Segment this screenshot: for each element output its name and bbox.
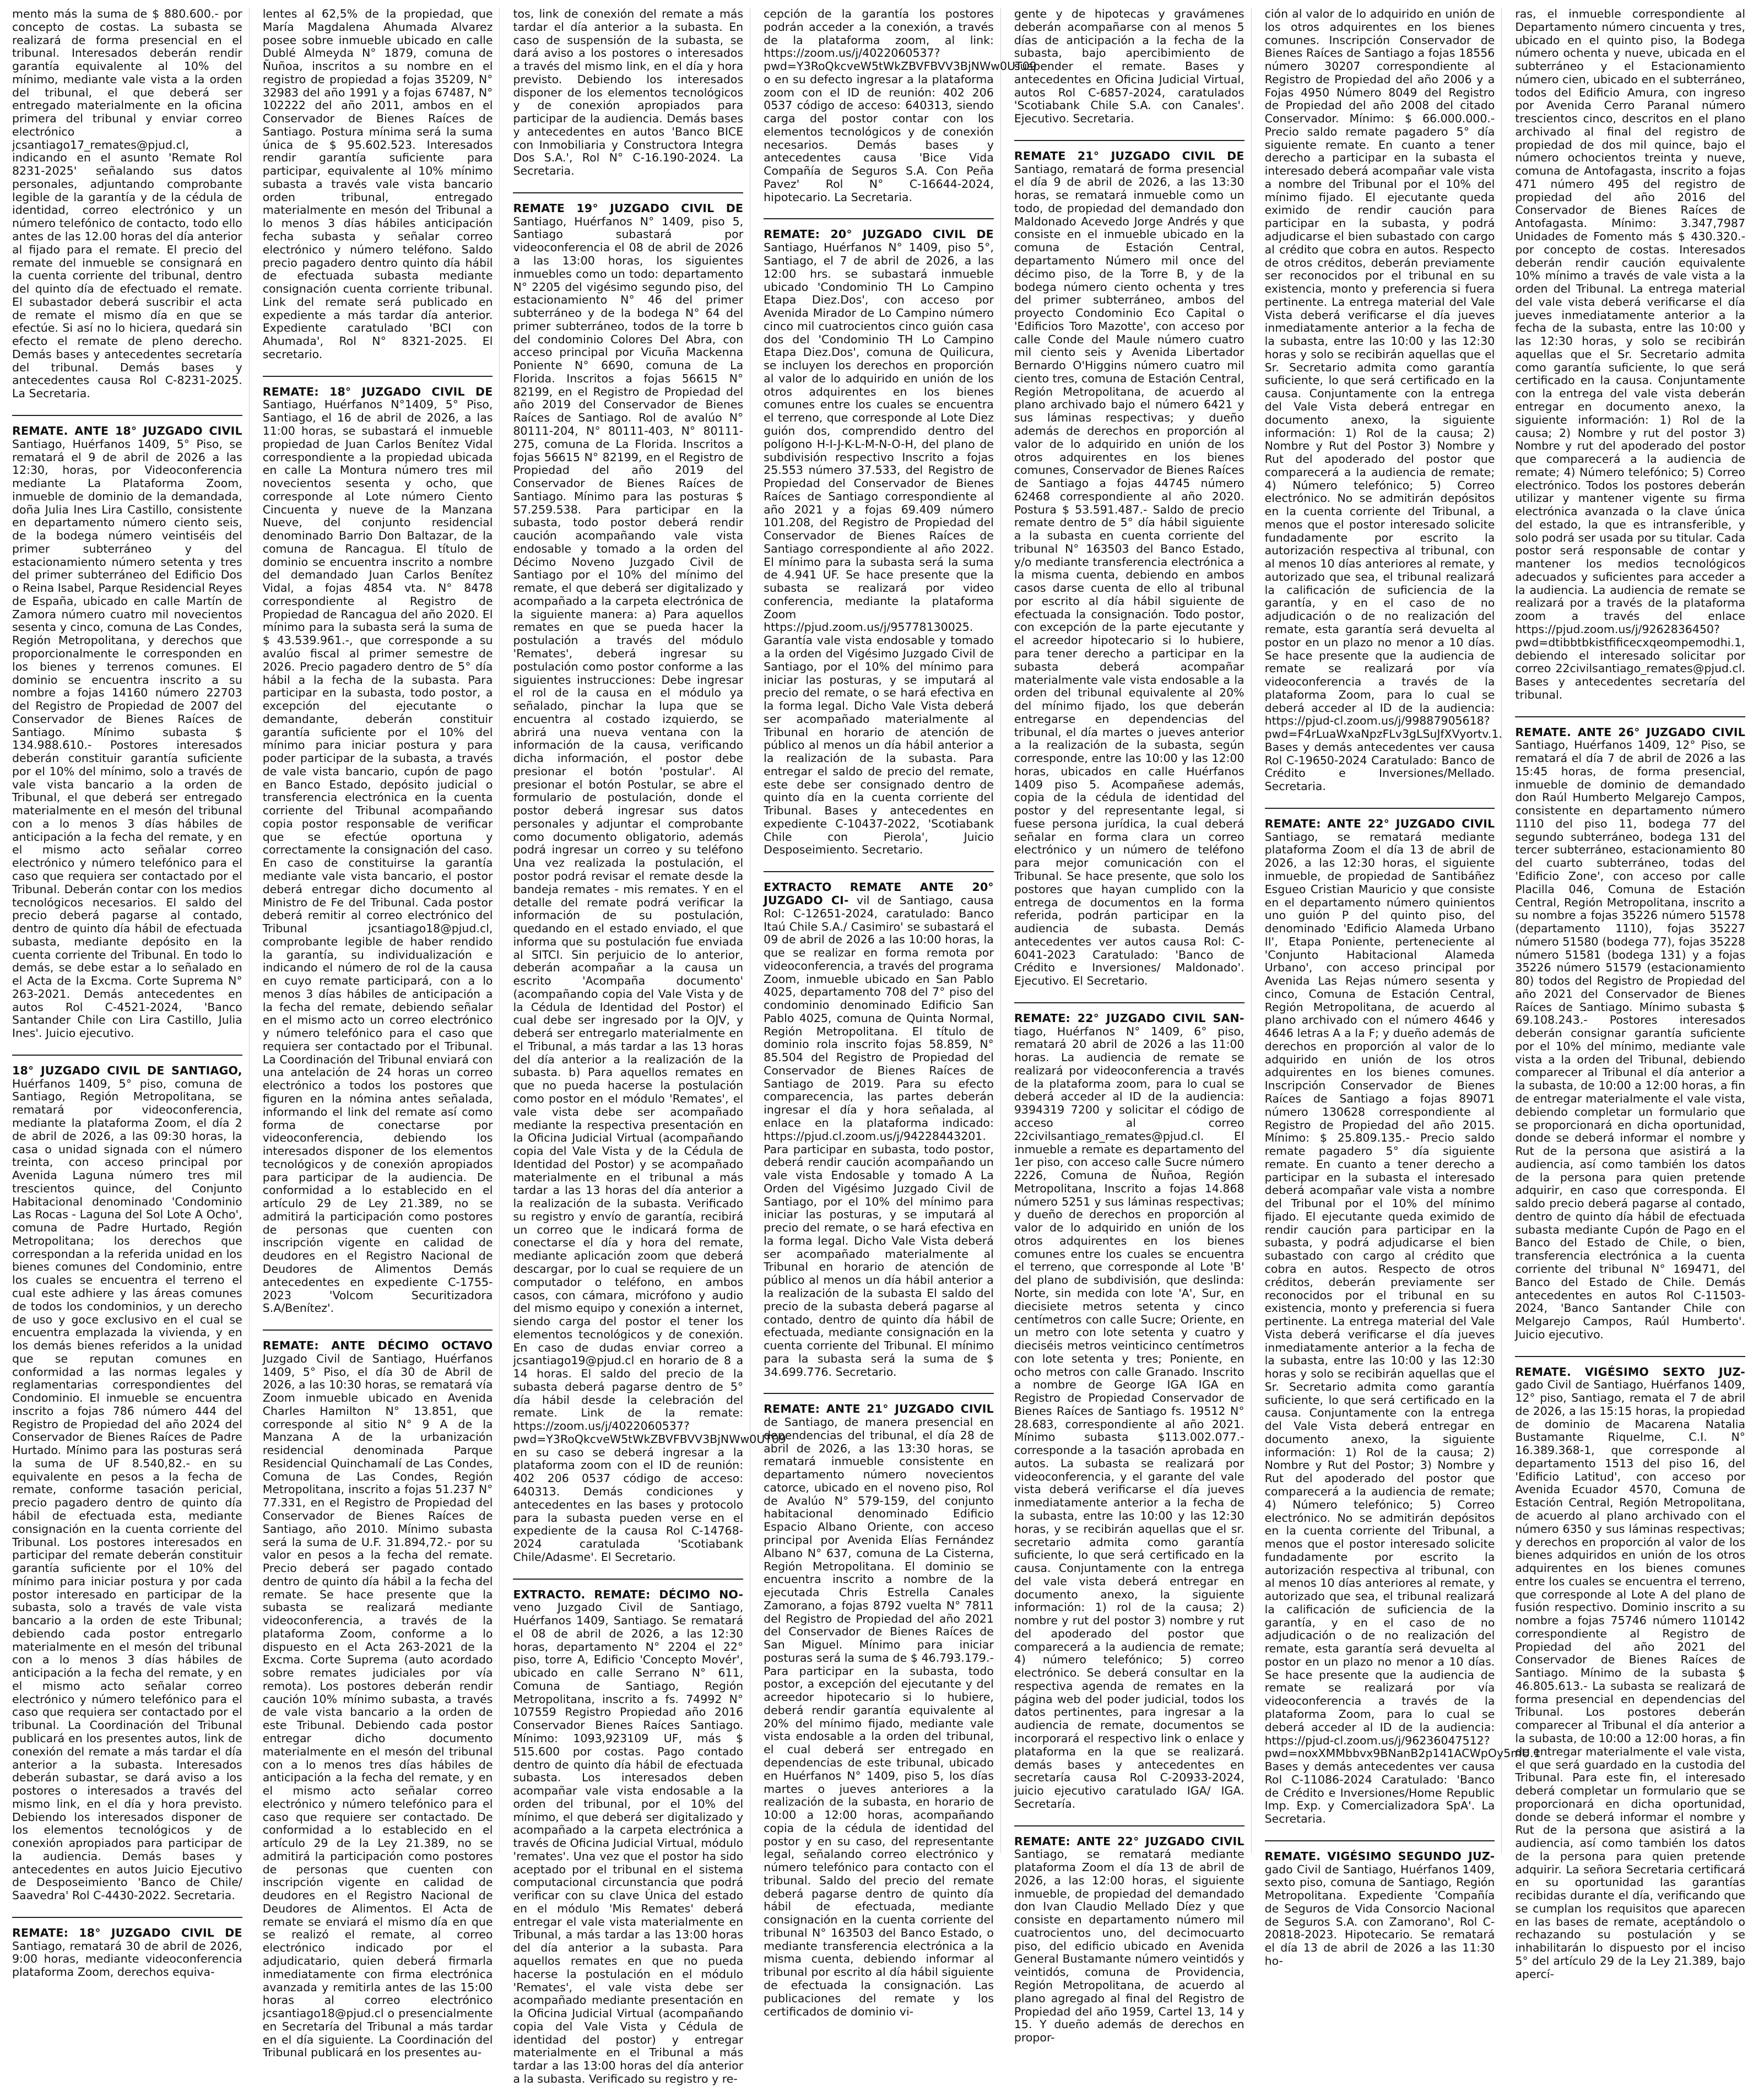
notice-body: tiago, Huérfanos N° 1409, 6° piso, rematará 20 abril de 2026 a las 11:00 horas. La audiencia de remate se realizará por videoconferencia a través de la plataforma zoom, para lo cual se deberá acceder al ID de la audiencia: 9394319 7200 y solicitar el código de acceso al correo 22civilsantiago_remates@pjud.cl. El inmueble a remate es departamento del 1er piso, con acceso calle Sucre número 2226, Comuna de Ñuñoa, Región Metropolitana, Inscrito a fojas 14.868 número 5251 y sus láminas respectivas; y dueño de derechos en proporción al valor de lo adquirido en unión de los otros adquirentes en los bienes comunes entre los cuales se encuentra el terreno, que corresponde al Lote 'B' del plano de subdivisión, que deslinda: Norte, sin medida con lote 'A', Sur, en diecisiete metros setenta y cinco centímetros con calle Sucre; Oriente, en un metro con lote setenta y cuatro y dieciséis metros veinticinco centímetros con lote setenta y tres; Poniente, en ocho metros con calle Granado. Inscrito a nombre de George IGA IGA en Registro de Propiedad Conservador de Bienes Raíces de Santiago fs. 19512 N° 28.683, correspondiente al año 2021. Mínimo subasta $113.002.077.- corresponde a la tasación aprobada en autos. La subasta se realizará por videoconferencia, y el garante del vale vista deberá verificarse el día jueves inmediatamente anterior a la fecha de la subasta, entre las 10:00 y las 12:30 horas, y se recibirán aquellas que el sr. secretario admita como garantía suficiente, lo que será certificado en la causa. Conjuntamente con la entrega del vale vista deberá entregar en documento anexo, la siguiente información: 1) rol de la causa; 2) nombre y rut del postor 3) nombre y rut del apoderado del postor que comparecerá a la audiencia de remate; 4) número telefónico; 5) correo electrónico. Se deberá consultar en la respectiva agenda de remates en la página web del poder judicial, todos los datos pertinentes, para ingresar a la audiencia de remate, documentos se incorporará el respectivo link o enlace y plataforma en la que se realizará. demás bases y antecedentes en secretaría causa Rol C-20933-2024, juicio ejecutivo caratulado IGA/ IGA. Secretaría. [1014,1024,1244,1811]
notice-heading: REMATE. ANTE 26° JUZGADO CIVIL [1515,725,1746,739]
legal-notice [263,376,493,1315]
column-2 [262,7,500,2060]
legal-notice [263,1330,493,2060]
legal-notice [513,1579,743,2086]
legal-notice [1265,1840,1495,1968]
legal-notice [1515,8,1745,702]
notice-body: gado Civil de Santiago, Huérfanos 1409, sexto piso, comuna de Santiago, Región Metropolitana. Expediente 'Compañía de Seguros de Vida Consorcio Nacional de Seguros S.A. con Zamorano', Rol C-20818-2023. Hipotecario. Se rematará el día 13 de abril de 2026 a las 11:30 ho- [1264,1862,1495,1968]
notice-body: cepción de la garantía los postores podrán acceder a la conexión, a través de la plataforma zoom, al link: https://zoom.us/j/4022060537?pwd=Y3RoQkcveW5tWkZBVFBVV3BjNWw0UT09 o en su defecto ingresar a la plataforma zoom con el ID de reunión: 402 206 0537 código de acceso: 640313, siendo carga del postor contar con los elementos tecnológicos y de conexión necesarios. Demás bases y antecedentes causa 'Bice Vida Compañía de Seguros S.A. Con Peña Pavez' Rol N° C-16644-2024, hipotecario. La Secretaria. [764,7,1037,204]
notice-body: gado Civil de Santiago, Huérfanos 1409, 12° piso, Santiago, remata el 7 de abril de 2026, a las 15:15 horas, la propiedad de dominio de Macarena Natalia Bustamante Riquelme, C.I. N° 16.389.368-1, que corresponde al departamento 1513 del piso 16, del 'Edificio Latitud', con acceso por Avenida Ecuador 4570, Comuna de Estación Central, Región Metropolitana, de acuerdo al plano archivado con el número 6350 y sus láminas respectivas; y derechos en proporción al valor de los bienes adquiridos en unión de los otros adquirentes en los bienes comunes entre los cuales se encuentra el terreno, que corresponde al Lote A del plano de fusión respectivo. Dominio inscrito a su nombre a fojas 75746 número 110142 correspondiente al Registro de Propiedad del año 2021 del Conservador de Bienes Raíces de Santiago. Mínimo de la subasta $ 46.805.613.- La subasta se realizará de forma presencial en dependencias del Tribunal. Los postores deberán comparecer al Tribunal el día anterior a la subasta, de 10:00 a 12:00 horas, a fin de entregar materialmente el vale vista, el que será guardado en la custodia del Tribunal. Para este fin, el interesado deberá completar un formulario que se proporcionará en dicha oportunidad, donde se deberá informar el nombre y Rut de la persona que asistirá a la audiencia, así como también los datos de la persona para quien pretende adquirir. La señora Secretaria certificará en su oportunidad las garantías recibidas durante el día, verificando que se cumplan los requisitos que aparecen en las bases de remate, aceptándolo o rechazando su postulación y se inhabilitarán lo dispuesto por el inciso 5° del artículo 29 de la Ley 21.389, bajo apercí- [1515,1378,1746,1981]
notice-body: Santiago, rematará de forma presencial el día 9 de abril de 2026, a las 13:30 horas, se rematará inmueble como un todo, de propiedad del demandado don Maldonado Acevedo Jorge Andrés y que consiste en el inmueble ubicado en la comuna de Estación Central, departamento Número mil once del décimo piso, de la Torre B, y de la bodega número ciento ochenta y tres del primer subterráneo, ambos del proyecto Condominio Eco Capital o 'Edificios Toro Mazotte', con acceso por calle Conde del Maule número cuatro mil ciento seis y Avenida Libertador Bernardo O'Higgins número cuatro mil ciento tres, comuna de Estación Central, Región Metropolitana, de acuerdo al plano archivado bajo el número 6421 y sus láminas respectivas; y dueño además de derechos en proporción al valor de lo adquirido en unión de los otros adquirentes en los bienes comunes, Conservador de Bienes Raíces de Santiago a fojas 44745 número 62468 correspondiente al año 2020. Postura $ 53.591.487.- Saldo de precio remate dentro de 5° día hábil siguiente a la subasta en cuenta corriente del tribunal N° 163503 del Banco Estado, y/o mediante transferencia electrónica a la misma cuenta, debiendo en ambos casos darse cuenta de ello al tribunal por escrito al día hábil siguiente de efectuada la consignación. Todo postor, con excepción de la parte ejecutante y el acreedor hipotecario si lo hubiere, para tener derecho a participar en la subasta deberá acompañar materialmente vale vista endosable a la orden del tribunal equivalente al 20% del mínimo fijado, los que deberán entregarse en dependencias del tribunal, el día martes o jueves anterior a la realización de la subasta, según corresponde, entre las 10:00 y las 12:00 horas, ubicados en calle Huérfanos 1409 piso 5. Acompañese además, copia de la cédula de identidad del postor y del representante legal, si fuese persona jurídica, la cual deberá señalar en forma clara un correo electrónico y un número de teléfono para mejor comunicación con el Tribunal. Se hace presente, que solo los postores que hayan cumplido con la entrega de documentos en la forma referida, podrán participar en la audiencia de subasta. Demás antecedentes ver autos causa Rol: C-6041-2023 Caratulado: 'Banco de Crédito e Inversiones/ Maldonado'. Ejecutivo. El Secretario. [1014,162,1244,988]
legal-notice [764,871,994,1379]
legal-notice [1014,1825,1244,2045]
notice-body: de Santiago, de manera presencial en dependencias del tribunal, el día 28 de abril de 2026, a las 13:30 horas, se rematará inmueble consistente en departamento número novecientos catorce, ubicado en el noveno piso, Rol de Avalúo N° 579-159, del conjunto habitacional denominado Edificio Espacio Albano Oriente, con acceso principal por Avenida Elías Fernández Albano N° 637, comuna de La Cisterna, Región Metropolitana. El dominio se encuentra inscrito a nombre de la ejecutada Chris Estrella Canales Zamorano, a fojas 8792 vuelta N° 7811 del Registro de Propiedad del año 2021 del Conservador de Bienes Raíces de San Miguel. Mínimo para iniciar posturas será la suma de $ 46.793.179.- Para participar en la subasta, todo postor, a excepción del ejecutante y del acreedor hipotecario si lo hubiere, deberá rendir garantía equivalente al 20% del mínimo fijado, mediante vale vista endosable a la orden del tribunal, el cual deberá ser entregado en dependencias de este tribunal, ubicado en Huérfanos N° 1409, piso 5, los días martes o jueves anteriores a la realización de la subasta, en horario de 10:00 a 12:00 horas, acompañando copia de la cédula de identidad del postor y en su caso, del representante legal, señalando correo electrónico y número telefónico para contacto con el tribunal. Saldo del precio del remate deberá pagarse dentro de quinto día hábil de efectuada, mediante consignación en la cuenta corriente del tribunal N° 163503 del Banco Estado, o mediante transferencia electrónica a la misma cuenta, debiendo informar al tribunal por escrito al día hábil siguiente de efectuada la consignación. Las publicaciones del remate y los certificados de dominio vi- [764,1415,994,2018]
notice-heading: REMATE. ANTE 18° JUZGADO CIVIL [12,424,242,437]
legal-notice [1014,140,1244,988]
notice-heading: REMATE: 22° JUZGADO CIVIL SAN- [1014,1011,1244,1025]
notice-body: lentes al 62,5% de la propiedad, que María Magdalena Ahumada Alvarez posee sobre inmueble ubicado en calle Dublé Almeyda N° 1879, comuna de Ñuñoa, inscritos a su nombre en el registro de propiedad a fojas 35209, N° 32983 del año 1991 y a fojas 67487, N° 102222 del año 2011, ambos en el Conservador de Bienes Raíces de Santiago. Postura mínima será la suma única de $ 95.602.523. Interesados rendir garantía suficiente para participar, equivalente al 10% mínimo subasta a través vale vista bancario orden tribunal, entregado materialmente en mesón del Tribunal a lo menos 3 días hábiles anticipación fecha subasta y señalar correo electrónico y número teléfono. Saldo precio pagadero dentro quinto día hábil de efectuada subasta mediante consignación cuenta corriente tribunal. Link del remate será publicado en expediente a más tardar día anterior. Expediente caratulado 'BCI con Ahumada', Rol N° 8321-2025. El secretario. [262,7,493,361]
legal-notice [263,8,493,361]
notice-body: mento más la suma de $ 880.600.- por concepto de costas. La subasta se realizará de forma presencial en el tribunal. Interesados deberán rendir garantía equivalente al 10% del mínimo, mediante vale vista a la orden del tribunal, el que deberá ser entregado materialmente en la oficina primera del tribunal y enviar correo electrónico a jcsantiago17_remates@pjud.cl, indicando en el asunto 'Remate Rol 8231-2025' señalando sus datos personales, adjuntando comprobante legible de la garantía y de la cédula de identidad, correo electrónico y un número telefónico de contacto, todo ello antes de las 12.00 horas del día anterior al fijado para el remate. El precio del remate del inmueble se consignará en la cuenta corriente del tribunal, dentro del quinto día de efectuado el remate. El subastador deberá suscribir el acta de remate el mismo día en que se efectúe. Si así no lo hiciera, quedará sin efecto el remate de pleno derecho. Demás bases y antecedentes secretaría del tribunal. Demás bases y antecedentes causa Rol C-8231-2025. La Secretaria. [12,7,242,401]
notice-body: Santiago, Huérfanos N°1409, 5° Piso, Santiago, el 16 de abril de 2026, a las 11:00 horas, se subastará el inmueble propiedad de Juan Carlos Benítez Vidal correspondiente a la propiedad ubicada en calle La Montura número tres mil novecientos sesenta y ocho, que corresponde al Lote número Ciento Cincuenta y nueve de la Manzana Nueve, del conjunto residencial denominado Barrio Don Baltazar, de la comuna de Rancagua. El título de dominio se encuentra inscrito a nombre del demandado Juan Carlos Benítez Vidal, a fojas 4854 vta. N° 8478 correspondiente al Registro de Propiedad de Rancagua del año 2020. El mínimo para la subasta será la suma de $ 43.539.961.-, que corresponde a su avalúo fiscal al primer semestre de 2026. Precio pagadero dentro de 5° día hábil a la fecha de la subasta. Para participar en la subasta, todo postor, a excepción del ejecutante o demandante, deberán constituir garantía suficiente por el 10% del mínimo para iniciar postura y para poder participar de la subasta, a través de vale vista bancario, cupón de pago en Banco Estado, depósito judicial o transferencia electrónica en la cuenta corriente del Tribunal acompañando copia postor responsable de verificar que se efectúe oportuna y correctamente la consignación del caso. En caso de constituirse la garantía mediante vale vista bancario, el postor deberá entregar dicho documento al Ministro de Fe del Tribunal. Cada postor deberá remitir al correo electrónico del Tribunal jcsantiago18@pjud.cl, comprobante legible de haber rendido la garantía, su individualización e indicando el número de rol de la causa en cuyo remate participará, con a lo menos 3 días hábiles de anticipación a la fecha del remate, debiendo señalar en el mismo acto un correo electrónico y número telefónico para el caso que requiera ser contactado por el Tribunal. La Coordinación del Tribunal enviará con una antelación de 24 horas un correo electrónico a todos los postores que figuren en la nómina antes señalada, informando el link del remate así como forma de conectarse por videoconferencia, debiendo los interesados disponer de los elementos tecnológicos y de conexión apropiados para participar de la audiencia. De conformidad a lo establecido en el artículo 29 de Ley 21.389, no se admitirá la participación como postores de personas que cuenten con inscripción vigente en calidad de deudores en el Registro Nacional de Deudores de Alimentos Demás antecedentes en expediente C-1755-2023 'Volcom Securitizadora S.A/Benítez'. [262,398,493,1315]
notice-heading: EXTRACTO. REMATE: DÉCIMO NO- [513,1587,744,1601]
legal-notice [12,415,242,1040]
notice-body: Santiago, se rematará mediante plataforma Zoom el día 13 de abril de 2026, a las 12:00 horas, el siguiente inmueble, de propiedad del demandado don Ivan Claudio Mellado Díez y que consiste en departamento número mil cuatrocientos uno, del decimocuarto piso, del edificio ubicado en Avenida General Bustamante número veintidós y veintidós, comuna de Providencia, Región Metropolitana, de acuerdo al plano agregado al final del Registro de Propiedad del año 1959, Cartel 13, 14 y 15. Y dueño además de derechos en propor- [1014,1847,1244,2045]
legal-notice [1515,1356,1745,1981]
notice-body: vil de Santiago, causa Rol: C-12651-2024, caratulado: Banco Itaú Chile S.A./ Casimiro' se subastará el 09 de abril de 2026 a las 10:00 horas, la que se realizar en forma remota por videoconferencia, a través del programa Zoom, inmueble ubicado en San Pablo 4025, departamento 708 del 7° piso del condominio denominado Edificio San Pablo 4025, comuna de Quinta Normal, Región Metropolitana. El título de dominio rola inscrito fojas 58.859, N° 85.504 del Registro de Propiedad del Conservador de Bienes Raíces de Santiago de 2019. Para su efecto comparecencia, las partes deberán ingresar el día y hora señalada, al enlace en la plataforma indicado: https://pjud.cl.zoom.us/j/94228443201. Para participar en subasta, todo postor, deberá rendir caución acompañando un vale vista Endosable y tomado A La Orden del Vigésimo Juzgado Civil de Santiago, por el 10% del mínimo para iniciar las posturas, y se imputará al precio del remate, o se hará efectiva en la forma legal. Dicho Vale Vista deberá ser acompañado materialmente al Tribunal en horario de atención de público al menos un día hábil anterior a la realización de la subasta El saldo del precio de la subasta deberá pagarse al contado, dentro de quinto día hábil de efectuada, mediante consignación en la cuenta corriente del Tribunal. El mínimo para la subasta será la suma de $ 34.699.776. Secretario. [764,894,994,1379]
notice-body: Santiago, Huérfanos 1409, 5° Piso, se rematará el 9 de abril de 2026 a las 12:30, horas, por Videoconferencia mediante La Plataforma Zoom, inmueble de dominio de la demandada, doña Julia Ines Lira Castillo, consistente en departamento número ciento seis, de la bodega número veintiséis del primer subterráneo y del estacionamiento número setenta y tres del primer subterráneo del Edificio Dos o Reina Isabel, Parque Residencial Reyes de España, ubicado en calle Martín de Zamora número cuatro mil novecientos sesenta y cinco, comuna de Las Condes, Región Metropolitana, y derechos que proporcionalmente le corresponden en los bienes y terrenos comunes. El dominio se encuentra inscrito a su nombre a fojas 14160 número 22703 del Registro de Propiedad de 2007 del Conservador de Bienes Raíces de Santiago. Mínimo subasta $ 134.988.610.- Postores interesados deberán constituir garantía suficiente por el 10% del mínimo, solo a través de vale vista bancario a la orden de Tribunal, el que deberá ser entregado materialmente en el mesón del tribunal con a lo menos 3 días hábiles de anticipación a la fecha del remate, y en el mismo acto señalar correo electrónico y número telefónico para el caso que requiera ser contactado por el Tribunal. Deberán contar con los medios tecnológicos necesarios. El saldo del precio deberá pagarse al contado, dentro de quinto día hábil de efectuada subasta, mediante depósito en la cuenta corriente del Tribunal. En todo lo demás, se debe estar a lo señalado en el Acta de la Excma. Corte Suprema N° 263-2021. Demás antecedentes en autos Rol C-4521-2024, 'Banco Santander Chile con Lira Castillo, Julia Ines'. Juicio ejecutivo. [12,437,242,1040]
notice-heading: REMATE: ANTE 22° JUZGADO CIVIL [1264,817,1495,830]
legal-notice [1515,716,1745,1342]
column-3 [513,7,786,2085]
notice-heading: REMATE: ANTE DÉCIMO OCTAVO [262,1339,493,1353]
notice-heading: REMATE 21° JUZGADO CIVIL DE [1014,149,1244,163]
notice-body: Santiago, rematará 30 de abril de 2026, 9:00 horas, mediante videoconferencia plataforma Zoom, derechos equiva- [12,1939,242,1979]
column-7 [1515,7,1752,1981]
legal-notice [12,1055,242,1903]
notice-heading: REMATE: ANTE 22° JUZGADO CIVIL [1014,1834,1244,1848]
legal-notice [12,1917,242,1979]
legal-notice [513,192,786,1564]
notice-body: ción al valor de lo adquirido en unión de los otros adquirentes en los bienes comunes. Inscripción Conservador de Bienes Raíces de Santiago a fojas 18556 número 30207 correspondiente al Registro de Propiedad del año 2006 y a Fojas 4950 Número 8049 del Registro de Propiedad del año 2008 del citado Conservador. Mínimo: $ 66.000.000.- Precio saldo remate pagadero 5° día siguiente remate. En cuanto a tener derecho a participar en la subasta el interesado deberá acompañar vale vista a nombre del Tribunal por el 10% del mínimo fijado. El ejecutante queda eximido de rendir caución para participar en la subasta, y podrá adjudicarse el bien subastado con cargo al crédito que cobra en autos. Respecto de otros créditos, deberán previamente ser reconocidos por el tribunal en su existencia, monto y preferencia si fuera pertinente. La entrega material del Vale Vista deberá verificarse el día jueves inmediatamente anterior a la fecha de la subasta, entre las 10:00 y las 12:30 horas y solo se recibirán aquellas que el Sr. Secretario admita como garantía suficiente, lo que será certificado en la causa. Conjuntamente con la entrega del Vale Vista deberá entregar en documento anexo, la siguiente información: 1) Rol de la causa; 2) Nombre y Rut del Postor 3) Nombre y Rut del apoderado del postor que comparecerá a la audiencia de remate; 4) Número telefónico; 5) Correo electrónico. No se admitirán depósitos en la cuenta corriente del Tribunal, a menos que el postor interesado solicite fundadamente por escrito la autorización respectiva al tribunal, con al menos 10 días anteriores al remate, y autorizado que sea, el tribunal realizará la calificación de suficiencia de la garantía, y en el caso de no adjudicación o de no realización del remate, esta garantía será devuelta al postor en un plazo no menor a 10 días. Se hace presente que la audiencia de remate se realizará por vía videoconferencia a través de la plataforma Zoom, para lo cual se deberá acceder al ID de la audiencia: https://pjud-cl.zoom.us/j/99887905618?pwd=F4rLuaWxaNpzFLv3gLSuJfXVyortv.1. Bases y demás antecedentes ver causa Rol C-19650-2024 Caratulado: Banco de Crédito e Inversiones/Mellado. Secretaria. [1264,7,1502,793]
notice-body: Santiago, Huérfanos N° 1409, piso 5°, Santiago, el 7 de abril de 2026, a las 12:00 hrs. se subastará inmueble ubicado 'Condominio TH Lo Campino Etapa Diez.Dos', con acceso por Avenida Mirador de Lo Campino número cinco mil cuatrocientos cinco guión casa dos del 'Condominio TH Lo Campino Etapa Diez.Dos', comuna de Quilicura, se incluyen los derechos en proporción al valor de lo adquirido en unión de los otros adquirentes en los bienes comunes entre los cuales se encuentra el terreno, que corresponde al Lote Diez guión dos, comprendido dentro del polígono H-I-J-K-L-M-N-O-H, del plano de subdivisión respectivo Inscrito a fojas 25.553 número 37.533, del Registro de Propiedad del Conservador de Bienes Raíces de Santiago correspondiente al año 2021 y a fojas 69.409 número 101.208, del Registro de Propiedad del Conservador de Bienes Raíces de Santiago correspondiente al año 2022. El mínimo para la subasta será la suma de 4.941 UF. Se hace presente que la subasta se realizará por video conferencia, mediante la plataforma Zoom https://pjud.zoom.us/j/95778130025. Garantía vale vista endosable y tomado a la orden del Vigésimo Juzgado Civil de Santiago, por el 10% del mínimo para iniciar las posturas, y se imputará al precio del remate, o se hará efectiva en la forma legal. Dicho Vale Vista deberá ser acompañado materialmente al Tribunal en horario de atención de público al menos un día hábil anterior a la realización de la subasta. Para entregar el saldo de precio del remate, este debe ser consignado dentro de quinto día en la cuenta corriente del Tribunal. Bases y antecedentes en expediente C-10437-2022, 'Scotiabank Chile con Pierola', Juicio Desposeimiento. Secretario. [764,241,994,857]
notice-body: Santiago, Huérfanos N° 1409, piso 5, Santiago subastará por videoconferencia el 08 de abril de 2026 a las 13:00 horas, los siguientes inmuebles como un todo: departamento N° 2205 del vigésimo segundo piso, del estacionamiento N° 46 del primer subterráneo y de la bodega N° 64 del primer subterráneo, todos de la torre b del condominio Colores Del Abra, con acceso principal por Vicuña Mackenna Poniente N° 6690, comuna de La Florida. Inscritos a fojas 56615 N° 82199, en el Registro de Propiedad del año 2019 del Conservador de Bienes Raíces de Santiago. Rol de avalúo N° 80111-204, N° 80111-403, N° 80111-275, comuna de La Florida. Inscritos a fojas 56615 N° 82199, en el Registro de Propiedad del año 2019 del Conservador de Bienes Raíces de Santiago. Mínimo para las posturas $ 57.259.538. Para participar en la subasta, todo postor deberá rendir caución acompañando vale vista endosable y tomado a la orden del Décimo Noveno Juzgado Civil de Santiago por el 10% del mínimo del remate, el que deberá ser digitalizado y acompañado a la carpeta electrónica de la siguiente manera: a) Para aquellos remates en que se pueda hacer la postulación a través del módulo 'Remates', deberá ingresar su postulación como postor conforme a las siguientes instrucciones: Debe ingresar el rol de la causa en el módulo ya señalado, pinchar la lupa que se encuentra al costado izquierdo, se abrirá una nueva ventana con la información de la causa, verificando dicha información, el postor debe presionar el botón 'postular'. Al presionar el botón Postular, se abre el formulario de postulación, donde el postor deberá ingresar sus datos personales y adjuntar el comprobante como documento obligatorio, además podrá ingresar un correo y su teléfono Una vez realizada la postulación, el postor podrá revisar el remate desde la bandeja remates - mis remates. Y en el detalle del remate podrá verificar la información de su postulación, quedando en el estado enviado, el que informa que su postulación fue enviada al SITCI. Sin perjuicio de lo anterior, deberán acompañar a la causa un escrito 'Acompaña documento' (acompañando copia del Vale Vista y de la Cédula de Identidad del Postor) el cual debe ser ingresado por la OJV, y deberá ser entregarlo materialmente en el Tribunal, a más tardar a las 13 horas del día anterior a la realización de la subasta. b) Para aquellos remates en que no pueda hacerse la postulación como postor en el módulo 'Remates', el vale vista debe ser acompañado mediante la respectiva presentación en la Oficina Judicial Virtual (acompañando copia del Vale Vista y de la Cédula de Identidad del Postor) y se acompañado materialmente en el tribunal a más tardar a las 13 horas del día anterior a la realización de la subasta. Verificado su registro y envío de garantía, recibirá un correo que le indicará forma de conectarse el día y hora del remate, mediante aplicación zoom que deberá descargar, por lo cual se requiere de un computador o teléfono, en ambos casos, con cámara, micrófono y audio del mismo equipo y conexión a internet, siendo carga del postor el tener los elementos tecnológicos y de conexión. En caso de dudas enviar correo a jcsantiago19@pjud.cl en horario de 8 a 14 horas. El saldo del precio de la subasta deberá pagarse dentro de 5° día hábil desde la celebración del remate. Link de la remate: https://zoom.us/j/4022060537?pwd=Y3RoQkcveW5tWkZBVFBVV3BjNWw0UT09 en su caso se deberá ingresar a la plataforma zoom con el ID de reunión: 402 206 0537 código de acceso: 640313. Demás condiciones y antecedentes en las bases y protocolo para la subasta pueden verse en el expediente de la causa Rol C-14768-2024 caratulada 'Scotiabank Chile/Adasme'. El Secretario. [513,214,786,1564]
notice-body: gente y de hipotecas y gravámenes deberán acompañarse con al menos 5 días de anticipación a la fecha de la subasta, bajo apercibimiento de suspender el remate. Bases y antecedentes en Oficina Judicial Virtual, autos Rol C-6857-2024, caratulados 'Scotiabank Chile S.A. con Canales'. Ejecutivo. Secretaria. [1014,7,1244,126]
notice-body: Huérfanos 1409, 5° piso, comuna de Santiago, Región Metropolitana, se rematará por videoconferencia, mediante la plataforma Zoom, el día 2 de abril de 2026, a las 09:30 horas, la casa o unidad signada con el número treinta, con acceso principal por Avenida Laguna número tres mil trescientos quince, del Conjunto Habitacional denominado 'Condominio Las Rocas - Laguna del Sol Lote A Ocho', comuna de Padre Hurtado, Región Metropolitana; los derechos que correspondan a la referida unidad en los bienes comunes del Condominio, entre los cuales se encuentra el terreno el cual este adhiere y las áreas comunes de todos los condominios, y un derecho de uso y goce exclusivo en el cual se encuentra emplazada la vivienda, y en los demás bienes referidos a la unidad que se reputan comunes en conformidad a las normas legales y reglamentarias correspondientes del Condominio. El inmueble se encuentra inscrito a fojas 786 número 444 del Registro de Propiedad del año 2024 del Conservador de Bienes Raíces de Padre Hurtado. Mínimo para las posturas será la suma de UF 8.540,82.- en su equivalente en pesos a la fecha de remate, conforme tasación pericial, precio pagadero dentro de quinto día hábil de efectuada esta, mediante consignación en la cuenta corriente del Tribunal. Los postores interesados en participar del remate deberán constituir garantía suficiente por el 10% del mínimo para iniciar postura y por cada postor interesado en participar de la subasta, solo a través de vale vista bancario a la orden de este Tribunal; debiendo cada postor entregarlo materialmente en el mesón del tribunal con a lo menos 3 días hábiles de anticipación a la fecha del remate, y en el mismo acto señalar correo electrónico y número telefónico para el caso que requiera ser contactado por el tribunal. La Coordinación del Tribunal publicará en los presentes autos, link de conexión del remate a más tardar el día anterior a la subasta. Interesados deberán subastar, se dará aviso a los postores o interesados a través del mismo link, en el día y hora previsto. Debiendo los interesados disponer de los elementos tecnológicos y de conexión apropiados para participar de la audiencia. Demás bases y antecedentes en autos Juicio Ejecutivo de Desposeimiento 'Banco de Chile/ Saavedra' Rol C-4430-2022. Secretaria. [12,1077,242,1903]
notice-body: ras, el inmueble correspondiente al Departamento número cincuenta y tres, ubicado en el quinto piso, la Bodega número ochenta y nueve, ubicada en el subterráneo y el Estacionamiento número cien, ubicado en el subterráneo, todos del Edificio Amura, con ingreso por Avenida Cerro Paranal número trescientos cinco, descritos en el plano archivado al final del registro de propiedad de dos mil quince, bajo el número ochocientos treinta y nueve, comuna de Antofagasta, inscrito a fojas 471 número 495 del registro de propiedad del año 2016 del Conservador de Bienes Raíces de Antofagasta. Mínimo: 3.347,7987 Unidades de Fomento más $ 430.320.- por concepto de costas. Interesados deberán rendir caución equivalente 10% mínimo a través de vale vista a la orden del Tribunal. La entrega material del vale vista deberá verificarse el día jueves inmediatamente anterior a la fecha de la subasta, entre las 10:00 y las 12:30 horas, y solo se recibirán aquellas que el Sr. Secretario admita como garantía suficiente, lo que será certificado en la causa. Conjuntamente con la entrega del vale vista deberán entregar en documento anexo, la siguiente información: 1) Rol de la causa; 2) Nombre y rut del postor 3) Nombre y rut del apoderado del postor que comparecerá a la audiencia de remate; 4) Número telefónico; 5) Correo electrónico. Todos los postores deberán utilizar y mantener vigente su firma electrónica avanzada o la clave única del estado, la que es intransferible, y solo podrá ser usada por su titular. Cada postor será responsable de contar y mantener los medios tecnológicos adecuados y suficientes para acceder a la audiencia. La audiencia de remate se realizará por a través de la plataforma zoom a través del enlace https://pjud.zoom.us/j/9262836450? pwd=dtibbtbkistfificecxqeompemodhi.1, debiendo el interesado solicitar por correo 22civilsantiago_remates@pjud.cl. Bases y antecedentes secretaría del tribunal. [1515,7,1746,701]
column-6 [1264,7,1541,1968]
notice-body: veno Juzgado Civil de Santiago, Huérfanos 1409, Santiago. Se rematará el 08 de abril de 2026, a las 12:30 horas, departamento N° 2204 el 22° piso, torre A, Edificio 'Concepto Movér', ubicado en calle Serrano N° 611, Comuna de Santiago, Región Metropolitana, inscrito a fs. 74992 N° 107559 Registro Propiedad año 2016 Conservador Bienes Raíces Santiago. Mínimo: 1093,923109 UF, más $ 515.600 por costas. Pago contado dentro de quinto día hábil de efectuada subasta. Los interesados deben acompañar vale vista endosable a la orden del tribunal, por el 10% del mínimo, el que deberá ser digitalizado y acompañado a la carpeta electrónica a través de Oficina Judicial Virtual, módulo 'remates'. Una vez que el postor ha sido aceptado por el tribunal en el sistema computacional circunstancia que podrá verificar con su clave Única del estado en el módulo 'Mis Remates' deberá entregar el vale vista materialmente en Tribunal, a más tardar a las 13:00 horas del día anterior a la subasta. Para aquellos remates en que no pueda hacerse la postulación en el módulo 'Remates', el vale vista debe ser acompañado mediante presentación en la Oficina Judicial Virtual (acompañando copia del Vale Vista y Cédula de identidad del postor) y entregar materialmente en el Tribunal a más tardar a las 13:00 horas del día anterior a la subasta. Verificado su registro y re- [513,1601,744,2085]
notice-heading: REMATE 19° JUZGADO CIVIL DE [513,201,744,215]
notice-body: Santiago, Huérfanos 1409, 12° Piso, se rematará el día 7 de abril de 2026 a las 15:45 horas, de forma presencial, inmueble de dominio de demandado don Raúl Humberto Melgarejo Campos, consistente en departamento número 1110 del piso 11, bodega 77 del segundo subterráneo, bodega 131 del tercer subterráneo, estacionamiento 80 del cuarto subterráneo, todas del 'Edificio Zone', con acceso por calle Placilla 046, Comuna de Estación Central, Región Metropolitana, inscrito a su nombre a fojas 35226 número 51578 (departamento 1110), fojas 35227 número 51580 (bodega 77), fojas 35228 número 51581 (bodega 131) y a fojas 35226 número 51579 (estacionamiento 80) todos del Registro de Propiedad del año 2021 del Conservador de Bienes Raíces de Santiago. Mínimo subasta $ 69.108.243.- Postores interesados deberán consignar garantía suficiente por el 10% del mínimo, mediante vale vista a la orden del Tribunal, debiendo comparecer al Tribunal el día anterior a la subasta, de 10:00 a 12:00 horas, a fin de entregar materialmente el vale vista, debiendo completar un formulario que se proporcionará en dicha oportunidad, donde se deberá informar el nombre y Rut de la persona que asistirá a la audiencia, así como también los datos de la persona para quien pretende adquirir, en caso que corresponda. El saldo precio deberá pagarse al contado, dentro de quinto día hábil de efectuada subasta mediante Cupón de Pago en el Banco del Estado de Chile, o bien, transferencia electrónica a la cuenta corriente del tribunal N° 169471, del Banco del Estado de Chile. Demás antecedentes en autos Rol C-11503-2024, 'Banco Santander Chile con Melgarejo Campos, Raúl Humberto'. Juicio ejecutivo. [1515,738,1746,1341]
notice-body: Santiago, se rematará mediante plataforma Zoom el día 13 de abril de 2026, a las 12:30 horas, el siguiente inmueble, de propiedad de Santibáñez Esgueo Cristian Mauricio y que consiste en el departamento número quinientos uno guión P del quinto piso, del denominado 'Edificio Alameda Urbano II', Etapa Poniente, perteneciente al 'Conjunto Habitacional Alameda Urbano', con acceso principal por Avenida Las Rejas número sesenta y cinco, Comuna de Estación Central, Región Metropolitana, de acuerdo al plano archivado con el número 4646 y 4646 letras A a la F; y dueño además de derechos en proporción al valor de lo adquirido en unión de los otros adquirentes en los bienes comunes. Inscripción Conservador de Bienes Raíces de Santiago a fojas 89071 número 130628 correspondiente al Registro de Propiedad del año 2015. Mínimo: $ 25.809.135.- Precio saldo remate pagadero 5° día siguiente remate. En cuanto a tener derecho a participar en la subasta el interesado deberá acompañar vale vista a nombre del Tribunal por el 10% del mínimo fijado. El ejecutante queda eximido de rendir caución para participar en la subasta, y podrá adjudicarse el bien subastado con cargo al crédito que cobra en autos. Respecto de otros créditos, deberán previamente ser reconocidos por el tribunal en su existencia, monto y preferencia si fuera pertinente. La entrega material del Vale Vista deberá verificarse el día jueves inmediatamente anterior a la fecha de la subasta, entre las 10:00 y las 12:30 horas y solo se recibirán aquellas que el Sr. Secretario admita como garantía suficiente, lo que será certificado en la causa. Conjuntamente con la entrega del Vale Vista deberá entregar en documento anexo, la siguiente información: 1) Rol de la causa; 2) Nombre y Rut del Postor; 3) Nombre y Rut del apoderado del postor que comparecerá a la audiencia de remate; 4) Número telefónico; 5) Correo electrónico. No se admitirán depósitos en la cuenta corriente del Tribunal, a menos que el postor interesado solicite fundadamente por escrito la autorización respectiva al tribunal, con al menos 10 días anteriores al remate, y autorizado que sea, el tribunal realizará la calificación de suficiencia de la garantía, y en el caso de no adjudicación o de no realización del remate, esta garantía será devuelta al postor en un plazo no menor a 10 días. Se hace presente que la audiencia de remate se realizará por vía videoconferencia a través de la plataforma Zoom, para lo cual se deberá acceder al ID de la audiencia: https://pjud-cl.zoom.us/j/96236047512?pwd=noxXMMbbvx9BNanB2p141ACWpOy5mU.1 Bases y demás antecedentes ver causa Rol C-11086-2024 Caratulado: 'Banco de Crédito e Inversiones/Home Republic Imp. Exp. y Comercializadora SpA'. La Secretaria. [1264,830,1541,1826]
notice-heading: 18° JUZGADO CIVIL DE SANTIAGO, [12,1063,242,1077]
legal-notice [764,1393,994,2018]
notice-heading: REMATE: 20° JUZGADO CIVIL DE [764,228,994,241]
legal-notice [12,8,242,401]
notice-body: Juzgado Civil de Santiago, Huérfanos 1409, 5° Piso, el día 30 de Abril de 2026, a las 10:30 horas, se rematará vía Zoom inmueble ubicado en Avenida Charles Hamilton N° 13.851, que corresponde al sitio N° 9 A de la Manzana A de la urbanización residencial denominada Parque Residencial Quinchamalí de Las Condes, Comuna de Las Condes, Región Metropolitana, inscrito a fojas 51.237 N° 77.331, en el Registro de Propiedad del Conservador de Bienes Raíces de Santiago, año 2010. Mínimo subasta será la suma de U.F. 31.894,72.- por su valor en pesos a la fecha del remate. Precio deberá ser pagado contado dentro de quinto día hábil a la fecha del remate. Se hace presente que la subasta se realizará mediante videoconferencia, a través de la plataforma Zoom, conforme a lo dispuesto en el Acta 263-2021 de la Excma. Corte Suprema (auto acordado sobre remates judiciales por vía remota). Los postores deberán rendir caución 10% mínimo subasta, a través de vale vista bancario a la orden de este Tribunal. Debiendo cada postor entregar dicho documento materialmente en el mesón del tribunal con a lo menos tres días hábiles de anticipación a la fecha del remate, y en el mismo acto señalar correo electrónico y número telefónico para el caso que requiere ser contactado. De conformidad a lo establecido en el artículo 29 de la Ley 21.389, no se admitirá la participación como postores de personas que cuenten con inscripción vigente en calidad de deudores en el Registro Nacional de Deudores de Alimentos. El Acta de remate se enviará el mismo día en que se realizó el remate, al correo electrónico indicado por el adjudicatario, quien deberá firmarla inmediatamente con firma electrónica avanzada y remitirla antes de las 15:00 horas al correo electrónico jcsantiago18@pjud.cl o presencialmente en Secretaría del Tribunal a más tardar en el día siguiente. La Coordinación del Tribunal publicará en los presentes au- [262,1352,493,2060]
notice-heading: EXTRACTO REMATE ANTE 20° JUZGADO CI- [764,880,994,907]
legal-notice [764,218,994,857]
column-1 [12,7,250,1979]
notice-heading: REMATE. VIGÉSIMO SEXTO JUZ- [1515,1365,1746,1379]
notice-heading: REMATE: ANTE 21° JUZGADO CIVIL [764,1402,994,1416]
legal-notice [764,7,1037,204]
legal-notice [1014,1002,1244,1811]
notice-heading: REMATE. VIGÉSIMO SEGUNDO JUZ- [1264,1849,1495,1863]
notice-heading: REMATE: 18° JUZGADO CIVIL DE [12,1926,242,1939]
legal-notice [1014,8,1244,126]
notice-body: tos, link de conexión del remate a más tardar el día anterior a la subasta. En caso de suspensión de la subasta, se dará aviso a los postores o interesados a través del mismo link, en el día y hora previsto. Debiendo los interesados disponer de los elementos tecnológicos y de conexión apropiados para participar de la audiencia. Demás bases y antecedentes en autos 'Banco BICE con Inmobiliaria y Constructora Integra Dos S.A.', Rol N° C-16.190-2024. La Secretaria. [513,7,744,178]
legal-notice [513,8,743,178]
legal-notice [1264,808,1541,1826]
column-4 [764,7,1037,2018]
column-5 [1014,7,1252,2045]
legal-notice [1264,7,1502,793]
notice-heading: REMATE: 18° JUZGADO CIVIL DE [262,385,493,398]
